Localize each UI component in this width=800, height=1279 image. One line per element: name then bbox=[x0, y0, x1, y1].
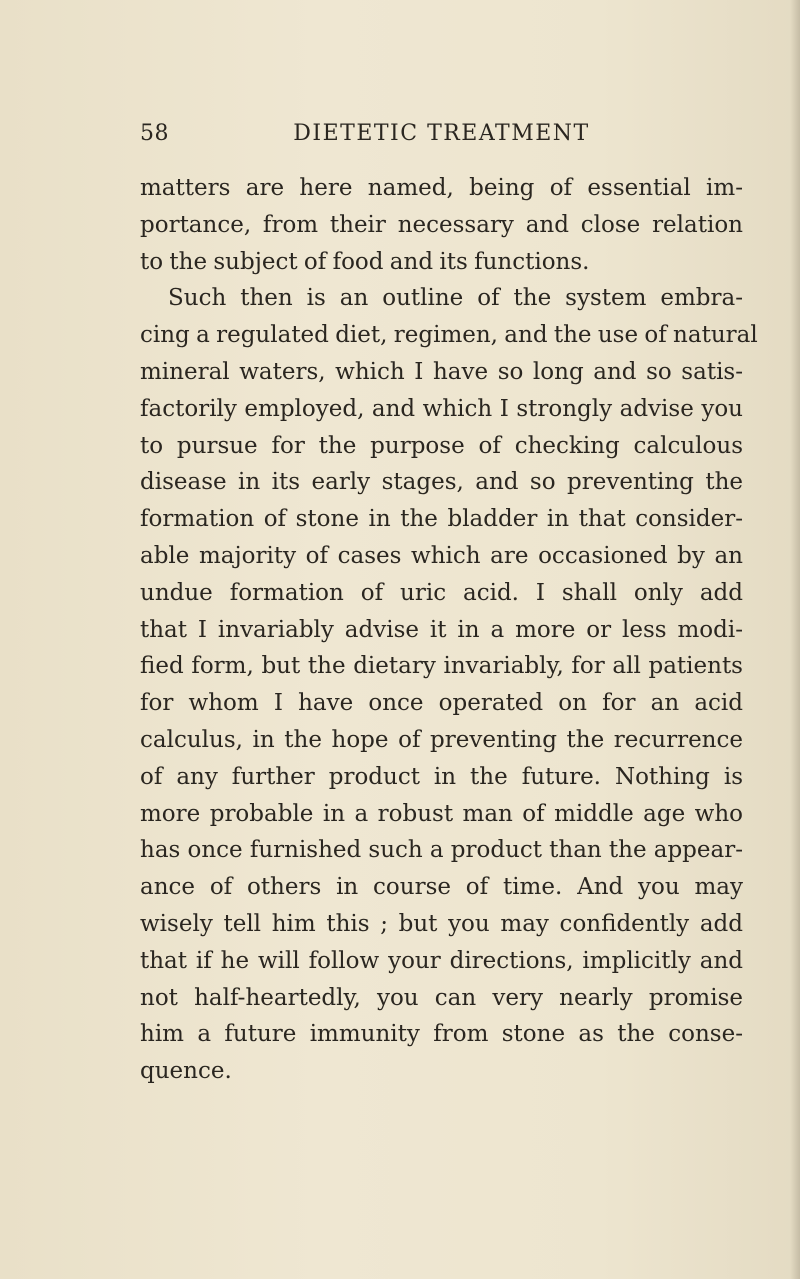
text-line: Such then is an outline of the system embra- bbox=[168, 285, 743, 312]
text-line: more probable in a robust man of middle age who bbox=[140, 800, 743, 827]
text-line: quence. bbox=[140, 1058, 232, 1085]
text-line: fied form, but the dietary invariably, for all patients bbox=[140, 653, 743, 680]
running-head bbox=[140, 121, 743, 155]
text-line: cing a regulated diet, regimen, and the use of natural bbox=[140, 322, 758, 349]
text-line: factorily employed, and which I strongly advise you bbox=[140, 395, 743, 422]
text-line: able majority of cases which are occasioned by an bbox=[140, 542, 743, 569]
text-line: that if he will follow your directions, implicitly and bbox=[140, 947, 743, 974]
text-line: not half-heartedly, you can very nearly promise bbox=[140, 984, 743, 1011]
text-line: calculus, in the hope of preventing the recurrence bbox=[140, 726, 743, 753]
page-number: 58 bbox=[140, 121, 169, 146]
text-line: him a future immunity from stone as the conse- bbox=[140, 1021, 743, 1048]
running-title: DIETETIC TREATMENT bbox=[293, 121, 590, 146]
text-line: formation of stone in the bladder in that consider- bbox=[140, 506, 743, 533]
text-line: portance, from their necessary and close relation bbox=[140, 211, 743, 238]
text-line: matters are here named, being of essential im- bbox=[140, 175, 743, 201]
text-line: for whom I have once operated on for an acid bbox=[140, 690, 743, 717]
text-line: that I invariably advise it in a more or less modi- bbox=[140, 616, 743, 643]
text-line: of any further product in the future. Nothing is bbox=[140, 763, 743, 790]
page-edge-shadow bbox=[790, 0, 800, 1279]
text-line: has once furnished such a product than the appear- bbox=[140, 837, 743, 864]
text-line: to pursue for the purpose of checking calculous bbox=[140, 432, 743, 459]
text-line: undue formation of uric acid. I shall only add bbox=[140, 579, 743, 606]
text-line: to the subject of food and its functions. bbox=[140, 248, 590, 275]
text-line: wisely tell him this ; but you may confidently add bbox=[140, 910, 743, 937]
text-line: mineral waters, which I have so long and so satis- bbox=[140, 358, 743, 385]
text-line: disease in its early stages, and so preventing the bbox=[140, 469, 743, 496]
text-line: ance of others in course of time. And you may bbox=[140, 874, 743, 901]
body-text bbox=[140, 170, 758, 1090]
